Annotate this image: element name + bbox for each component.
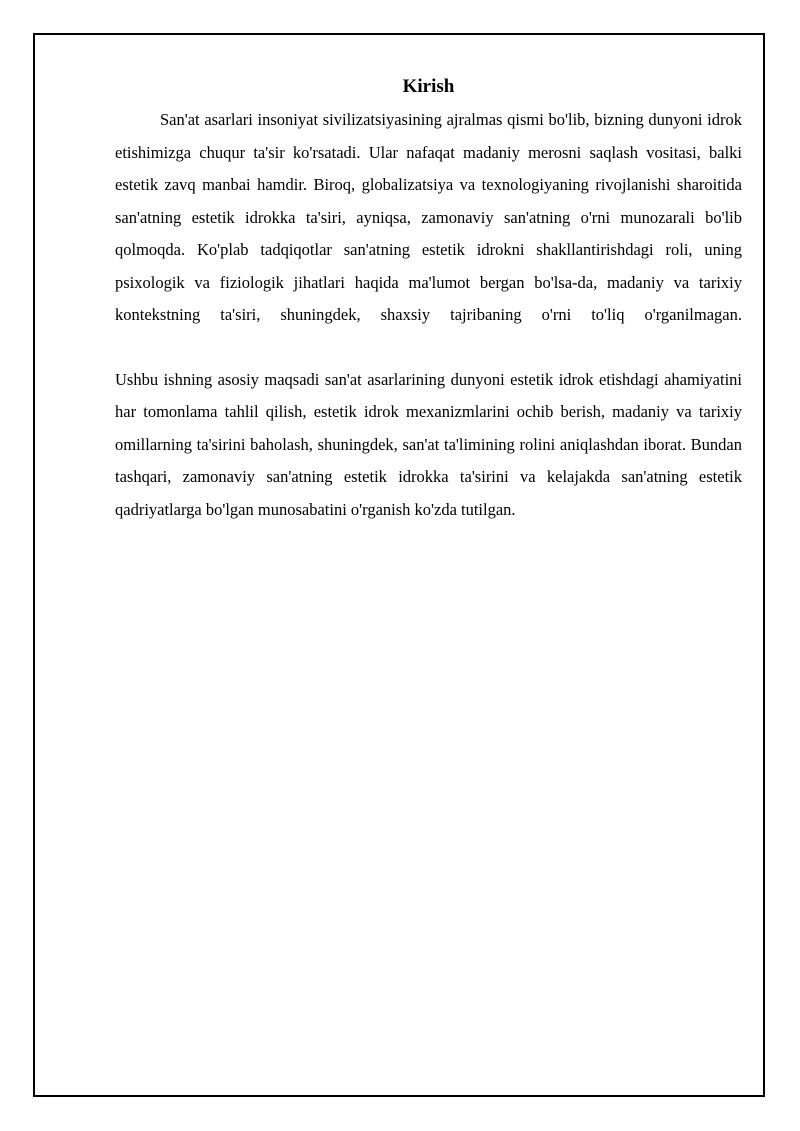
goal-paragraph: Ushbu ishning asosiy maqsadi san'at asarlarining dunyoni estetik idrok etishdagi ahamiyatini har tomonlama tahlil qilish, estetik idrok mexanizmlarini ochib berish, madaniy va tarixiy omillarning ta'sirini baholash, shuningdek, san'at ta'limining rolini aniqlashdan iborat. Bundan tashqari, zamonaviy san'atning estetik idrokka ta'sirini va kelajakda san'atning estetik qadriyatlarga bo'lgan munosabatini o'rganish ko'zda tutilgan. — [115, 369, 742, 519]
paragraph-spacer — [115, 332, 742, 364]
section-heading: Kirish — [402, 76, 455, 97]
document-body — [115, 72, 742, 526]
intro-paragraph: San'at asarlari insoniyat sivilizatsiyasining ajralmas qismi bo'lib, bizning dunyoni idrok etishimizga chuqur ta'sir ko'rsatadi. Ular nafaqat madaniy merosni saqlash vositasi, balki estetik zavq manbai hamdir. Biroq, globalizatsiya va texnologiyaning rivojlanishi sharoitida san'atning estetik idrokka ta'siri, ayniqsa, zamonaviy san'atning o'rni munozarali bo'lib qolmoqda. Ko'plab tadqiqotlar san'atning estetik idrokni shakllantirishdagi roli, uning psixologik va fiziologik jihatlari haqida ma'lumot bergan bo'lsa-da, madaniy va tarixiy kontekstning ta'siri, shuningdek, shaxsiy tajribaning o'rni to'liq o'rganilmagan. — [115, 110, 742, 324]
